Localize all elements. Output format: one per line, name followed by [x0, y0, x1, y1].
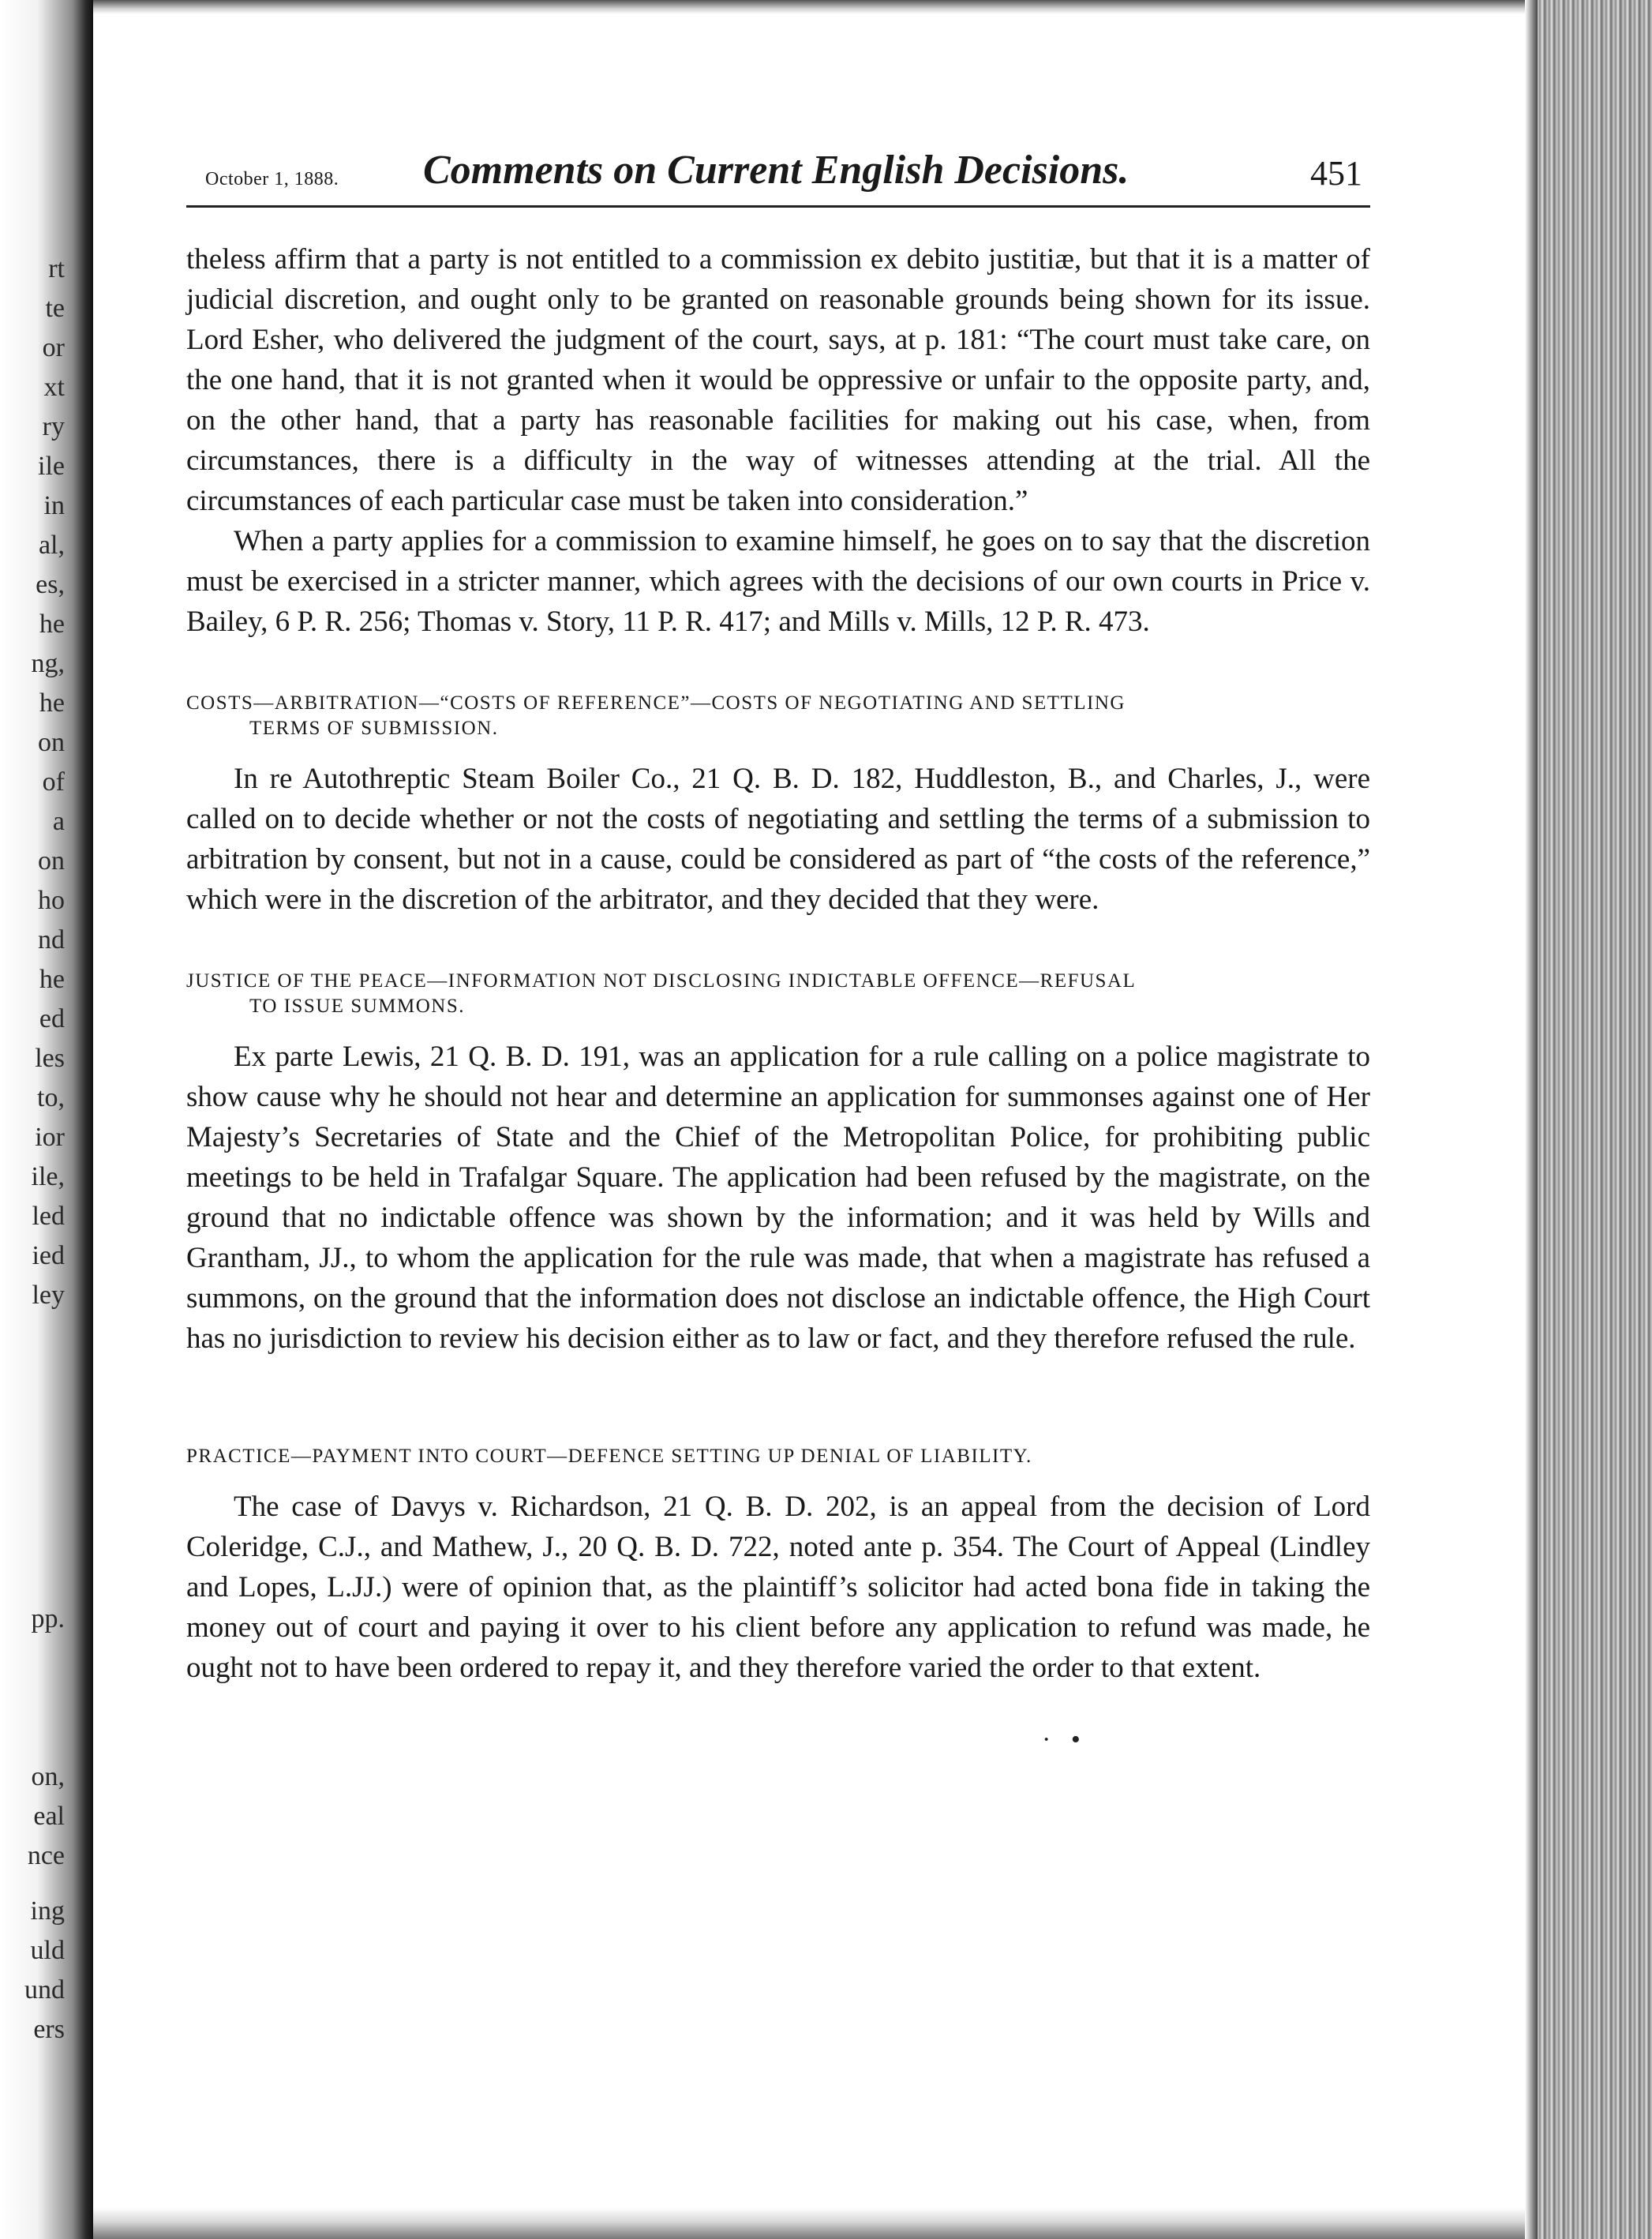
bleed-fragment: he — [39, 609, 65, 639]
bleed-fragment: xt — [43, 373, 65, 402]
page-content — [186, 142, 1370, 1688]
bleed-fragment: ng, — [31, 649, 65, 678]
section-heading — [186, 691, 1370, 741]
right-page-stack — [1538, 0, 1652, 2239]
section-heading-line: PRACTICE—PAYMENT INTO COURT—DEFENCE SETTING UP DENIAL OF LIABILITY. — [186, 1446, 1032, 1467]
bleed-fragment: rt — [48, 254, 65, 283]
bleed-fragment: uld — [30, 1936, 65, 1965]
paragraph: When a party applies for a commission to examine himself, he goes on to say that the discretion must be exercised in a stricter manner, which agrees with the decisions of our own courts in Price v. Bailey, 6 P. R. 256; Thomas v. Story, 11 P. R. 417; and Mills v. Mills, 12 P. R. 473. — [186, 525, 1370, 638]
bleed-fragment: led — [32, 1202, 65, 1231]
bottom-page-edge — [93, 2207, 1525, 2239]
bleed-fragment: ho — [38, 886, 65, 915]
header-date: October 1, 1888. — [205, 169, 339, 189]
printer-dot-marks: · • — [1042, 1725, 1081, 1754]
bleed-fragment: a — [52, 807, 65, 836]
bleed-fragment: les — [35, 1044, 65, 1073]
running-header — [186, 142, 1370, 208]
bleed-fragment: he — [39, 965, 65, 994]
bleed-fragment: ile — [38, 452, 65, 481]
page-number: 451 — [1310, 154, 1362, 193]
bleed-fragment: he — [39, 688, 65, 718]
bleed-fragment: ley — [32, 1281, 65, 1310]
top-page-edge — [93, 0, 1525, 14]
bleed-fragment: on — [38, 728, 65, 757]
section-heading-line: JUSTICE OF THE PEACE—INFORMATION NOT DISCLOSING INDICTABLE OFFENCE—REFUSAL — [186, 970, 1137, 992]
bleed-fragment: ied — [32, 1241, 65, 1270]
right-edge-shadow — [1525, 0, 1538, 2239]
paragraph: theless affirm that a party is not entitled to a commission ex debito justitiæ, but that it is a matter of judicial discretion, and ought only to be granted on reasonable grounds being shown for its issue. Lord Esher, who delivered the judgment of the court, says, at p. 181: “The court must take care, on the one hand, that it is not granted when it would be oppressive or unfair to the opposite party, and, on the other hand, that a party has reasonable facilities for making out his case, when, from circumstances, there is a difficulty in the way of witnesses attending at the trial. All the circumstances of each particular case must be taken into consideration.” — [186, 243, 1370, 517]
bleed-fragment: ry — [42, 412, 65, 441]
bleed-fragment: al, — [38, 531, 65, 560]
bleed-fragment: on, — [31, 1762, 65, 1791]
paragraph: In re Autothreptic Steam Boiler Co., 21 Q. B. D. 182, Huddleston, B., and Charles, J., were called on to decide whether or not the costs of negotiating and settling the terms of a submission to arbitration by consent, but not in a cause, could be considered as part of “the costs of the reference,” which were in the discretion of the arbitrator, and they decided that they were. — [186, 763, 1370, 916]
bleed-fragment: eal — [33, 1802, 65, 1831]
bleed-fragment: te — [45, 294, 65, 323]
section-heading-line: COSTS—ARBITRATION—“COSTS OF REFERENCE”—COSTS OF NEGOTIATING AND SETTLING — [186, 692, 1126, 714]
paragraph: The case of Davys v. Richardson, 21 Q. B. D. 202, is an appeal from the decision of Lord Coleridge, C.J., and Mathew, J., 20 Q. B. D. 722, noted ante p. 354. The Court of Appeal (Lindley and Lopes, L.JJ.) were of opinion that, as the plaintiff’s solicitor had acted bona fide in taking the money out of court and paying it over to his client before any application to refund was made, he ought not to have been ordered to repay it, and they therefore varied the order to that extent. — [186, 1491, 1370, 1684]
bleed-fragment: ior — [35, 1123, 65, 1152]
bleed-fragment: on — [38, 846, 65, 876]
bleed-fragment: ers — [33, 2015, 65, 2044]
section-heading — [186, 1444, 1370, 1469]
bleed-fragment: und — [24, 1975, 65, 2005]
section-heading-line: TO ISSUE SUMMONS. — [249, 996, 466, 1017]
bleed-fragment: ile, — [31, 1162, 65, 1191]
bleed-fragment: nd — [38, 925, 65, 954]
bleed-fragment: or — [42, 333, 65, 362]
bleed-fragment: nce — [27, 1841, 65, 1870]
bleed-fragment: in — [43, 491, 65, 520]
page-body — [186, 208, 1370, 1688]
bleed-fragment: to, — [37, 1083, 65, 1112]
bleed-fragment: ing — [30, 1896, 65, 1926]
section-heading — [186, 969, 1370, 1019]
section-heading-line: TERMS OF SUBMISSION. — [249, 718, 499, 739]
facing-page-bleed — [0, 0, 71, 2239]
bleed-fragment: of — [42, 767, 65, 797]
bleed-fragment: es, — [36, 570, 65, 599]
paragraph: Ex parte Lewis, 21 Q. B. D. 191, was an application for a rule calling on a police magistrate to show cause why he should not hear and determine an application for summonses against one of Her Majesty’s Secretaries of State and the Chief of the Metropolitan Police, for prohibiting public meetings to be held in Trafalgar Square. The application had been refused by the magistrate, on the ground that no indictable offence was shown by the information; and it was held by Wills and Grantham, JJ., to whom the application for the rule was made, that when a magistrate has refused a summons, on the ground that the information does not disclose an indictable offence, the High Court has no jurisdiction to review his decision either as to law or fact, and they therefore refused the rule. — [186, 1041, 1370, 1355]
bleed-fragment: ed — [39, 1004, 65, 1033]
bleed-fragment: pp. — [31, 1604, 65, 1633]
header-title: Comments on Current English Decisions. — [423, 148, 1129, 193]
